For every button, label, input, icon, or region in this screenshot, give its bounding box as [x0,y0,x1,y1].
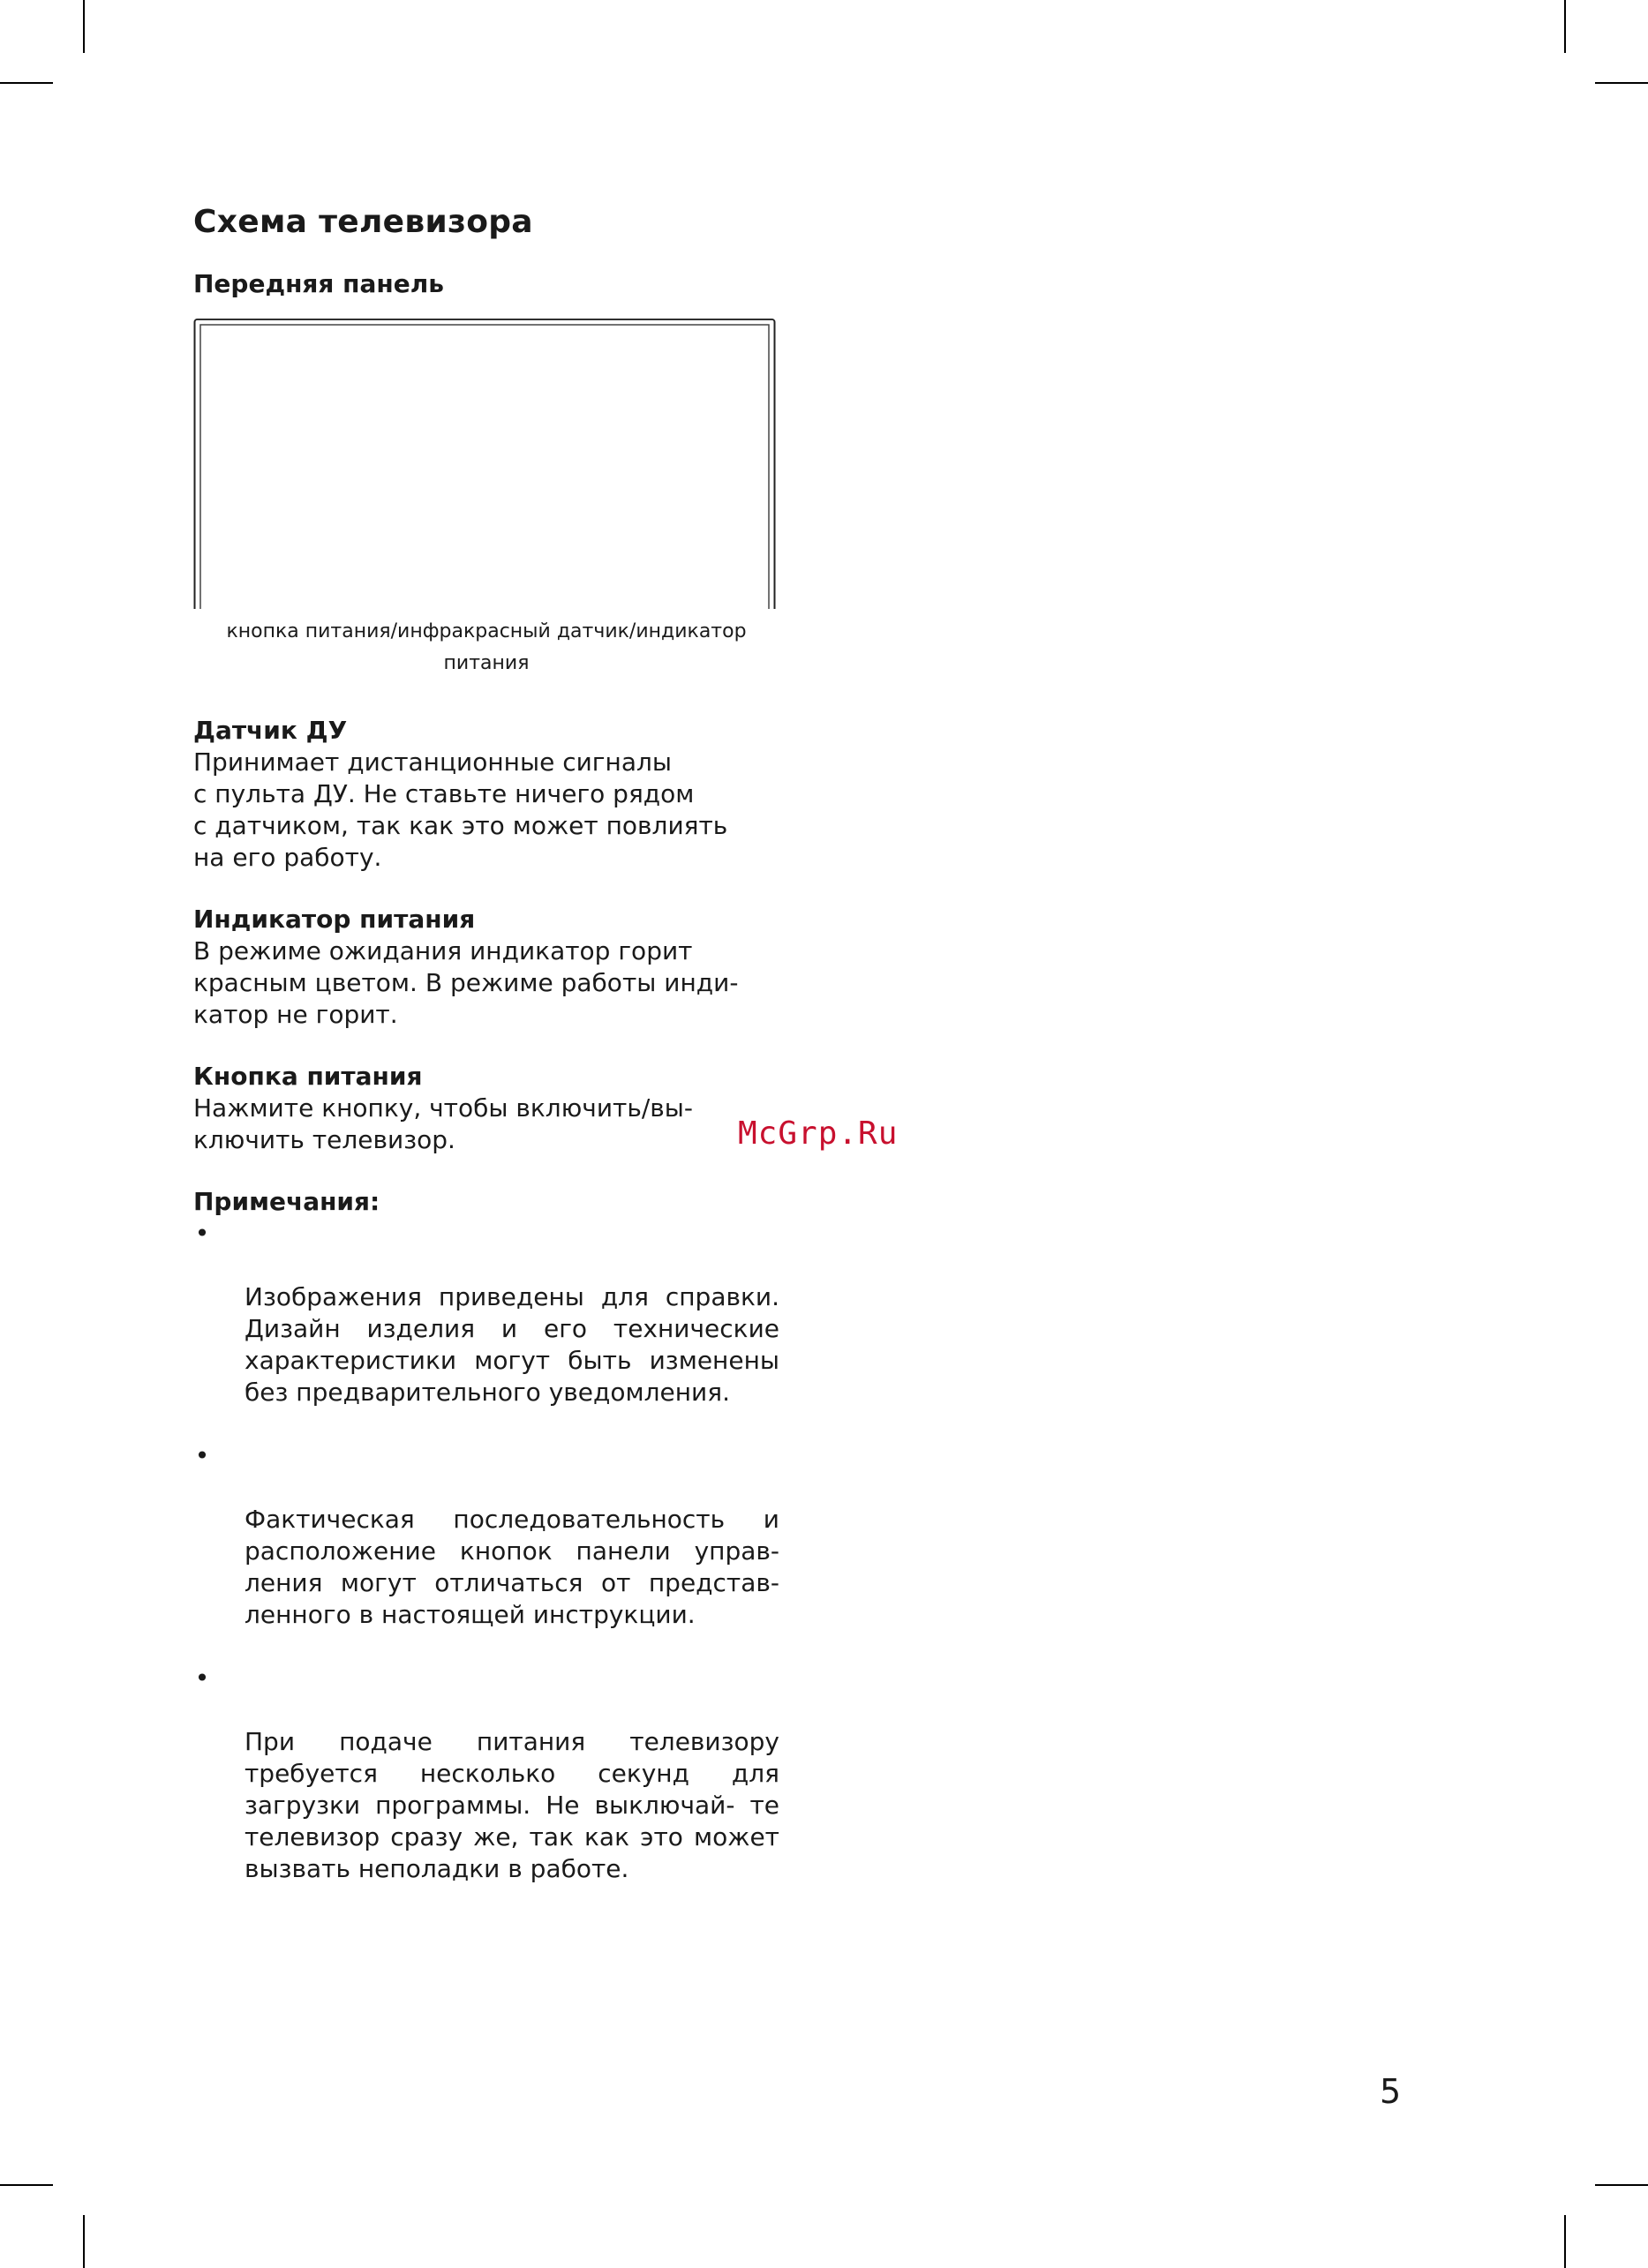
page-title: Схема телевизора [193,204,533,240]
tv-front-panel-figure [193,318,779,609]
tv-bezel [194,319,775,609]
crop-mark-bottom-right-horizontal [1595,2184,1648,2186]
section-power-button [193,1061,779,1156]
crop-mark-bottom-right-vertical [1564,2215,1566,2268]
bullet-icon: • [194,1219,210,1248]
list-item [193,1440,779,1663]
tv-screen [200,325,769,609]
crop-mark-top-right-vertical [1564,0,1566,53]
section-text: В режиме ожидания индикатор горит красным цветом. В режиме работы инди- катор не горит. [193,936,739,1029]
crop-mark-top-left-vertical [83,0,85,53]
page-number: 5 [1380,2072,1402,2111]
tv-front-illustration [193,318,779,609]
section-text: Нажмите кнопку, чтобы включить/вы- ключить телевизор. [193,1093,693,1154]
note-text: Изображения приведены для справки. Дизайн изделия и его технические характеристики могут быть изменены без предварительного уведомления. [245,1282,779,1407]
section-subtitle: Передняя панель [193,269,444,298]
section-power-indicator [193,904,779,1031]
section-heading: Кнопка питания [193,1062,423,1091]
main-column [193,201,779,1917]
list-item [193,1663,779,1917]
crop-mark-bottom-left-vertical [83,2215,85,2268]
list-item [193,1218,779,1440]
figure-caption [193,616,779,680]
crop-mark-top-right-horizontal [1595,82,1648,84]
note-text: Фактическая последовательность и расположение кнопок панели управ- ления могут отличаться от представ- ленного в настоящей инструкции. [245,1505,779,1629]
note-text: При подаче питания телевизору требуется несколько секунд для загрузки программы. Не выключай- те телевизор сразу же, так как это может вызвать неполадки в работе. [245,1727,779,1883]
notes-heading: Примечания: [193,1187,380,1216]
section-heading: Датчик ДУ [193,716,348,745]
bullet-icon: • [194,1441,210,1470]
section-remote-sensor [193,715,779,874]
section-heading: Индикатор питания [193,905,476,934]
caption-line-2: питания [443,652,530,674]
bullet-icon: • [194,1663,210,1693]
section-text: Принимает дистанционные сигналы с пульта ДУ. Не ставьте ничего рядом с датчиком, так как это может повлиять на его работу. [193,747,728,872]
watermark-text: McGrp.Ru [738,1115,899,1152]
section-notes [193,1186,779,1917]
notes-list [193,1218,779,1917]
caption-line-1: кнопка питания/инфракрасный датчик/индикатор [226,620,747,642]
crop-mark-top-left-horizontal [0,82,53,84]
crop-mark-bottom-left-horizontal [0,2184,53,2186]
